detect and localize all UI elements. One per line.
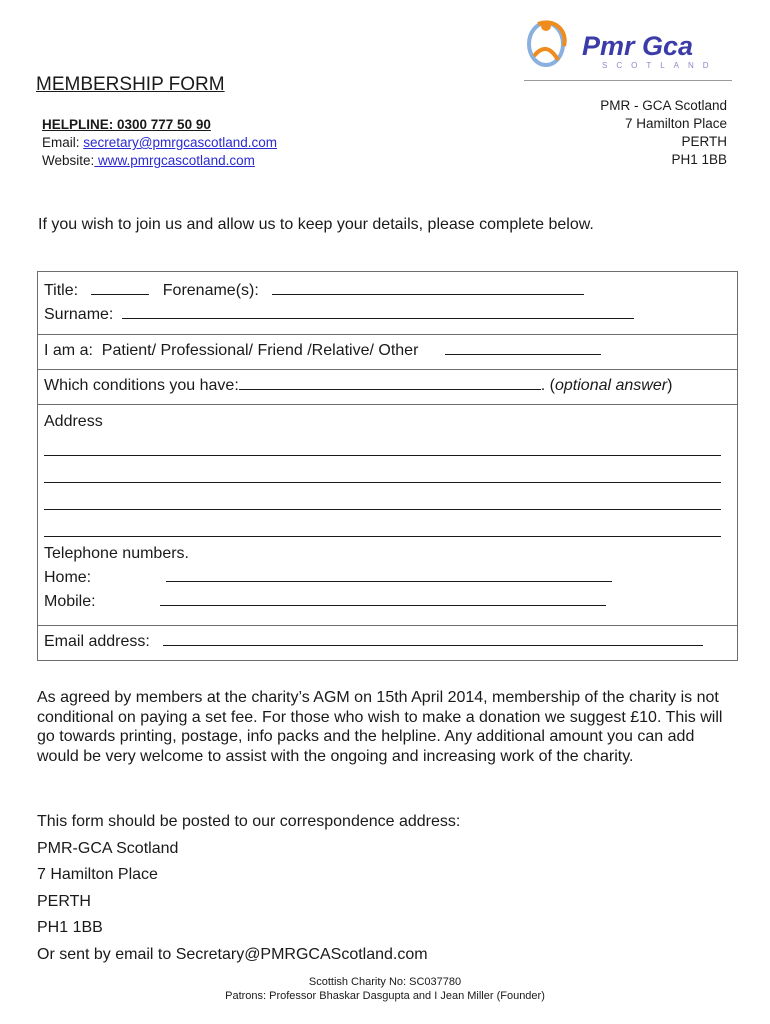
forename-field[interactable] [272, 282, 584, 295]
post-line-3: PERTH [37, 892, 91, 910]
website-link[interactable]: www.pmrgcascotland.com [94, 153, 255, 168]
email-address-field[interactable] [163, 633, 703, 646]
email-link[interactable]: secretary@pmrgcascotland.com [83, 135, 278, 150]
home-label: Home: [44, 569, 92, 586]
iama-other-field[interactable] [445, 342, 601, 355]
post-intro: This form should be posted to our correspondence address: [37, 813, 461, 830]
post-email-line: Or sent by email to Secretary@PMRGCAScotland.com [37, 945, 428, 963]
membership-form [37, 271, 738, 661]
postal-instructions [37, 812, 460, 971]
address-label: Address [44, 413, 103, 430]
optional-note: optional answer [555, 377, 668, 394]
address-line-field-1[interactable] [44, 429, 721, 456]
footer [0, 975, 770, 1003]
intro-text: If you wish to join us and allow us to keep your details, please complete below. [38, 216, 594, 233]
mobile-label: Mobile: [44, 593, 96, 610]
address-line-1: PMR - GCA Scotland [600, 98, 727, 113]
address-line-2: 7 Hamilton Place [624, 116, 727, 131]
post-line-4: PH1 1BB [37, 919, 103, 936]
forename-label: Forename(s): [162, 282, 259, 299]
address-line-field-2[interactable] [44, 456, 721, 483]
email-address-label: Email address: [44, 633, 150, 650]
conditions-section [38, 369, 737, 404]
contact-block [42, 116, 277, 170]
address-line-field-4[interactable] [44, 510, 721, 537]
iama-label: I am a: Patient/ Professional/ Friend /Relative/ Other [44, 342, 419, 359]
email-label: Email: [42, 135, 84, 150]
charity-number: Scottish Charity No: SC037780 [308, 976, 462, 988]
website-line [42, 152, 277, 170]
post-line-2: 7 Hamilton Place [37, 866, 158, 883]
title-label: Title: [44, 282, 79, 299]
pmr-gca-logo [524, 16, 734, 76]
surname-label: Surname: [44, 306, 114, 323]
logo-brand-text: Pmr Gca [582, 31, 694, 61]
address-line-3: PERTH [681, 134, 727, 149]
form-title: MEMBERSHIP FORM [36, 74, 225, 95]
post-line-1: PMR-GCA Scotland [37, 839, 179, 857]
email-line [42, 134, 277, 152]
patrons: Patrons: Professor Bhaskar Dasgupta and I Jean Miller (Founder) [225, 990, 545, 1002]
conditions-punct: . ( [540, 377, 555, 394]
telephone-label: Telephone numbers. [44, 545, 189, 562]
address-section [38, 404, 737, 625]
surname-field[interactable] [122, 306, 634, 319]
logo-sub-text: SCOTLAND [602, 61, 718, 70]
conditions-close: ) [667, 377, 673, 394]
iama-section [38, 334, 737, 369]
website-label: Website: [42, 153, 95, 168]
address-line-4: PH1 1BB [671, 152, 727, 167]
home-phone-field[interactable] [166, 569, 612, 582]
conditions-field[interactable] [239, 377, 541, 390]
mobile-phone-field[interactable] [160, 593, 606, 606]
address-line-field-3[interactable] [44, 483, 721, 510]
title-field[interactable] [91, 282, 149, 295]
charity-address [600, 97, 727, 169]
logo-divider [524, 80, 732, 81]
email-section [38, 625, 737, 660]
conditions-label: Which conditions you have: [44, 377, 239, 394]
membership-fee-paragraph: As agreed by members at the charity’s AGM on 15th April 2014, membership of the charity is not conditional on paying a set fee. For those who wish to make a donation we suggest £10. This will go towards printing, postage, info packs and the helpline. Any additional amount you can add would be very welcome to assist with the ongoing and increasing work of the charity. [37, 689, 723, 765]
helpline: HELPLINE: 0300 777 50 90 [42, 117, 211, 132]
name-section [38, 272, 737, 334]
